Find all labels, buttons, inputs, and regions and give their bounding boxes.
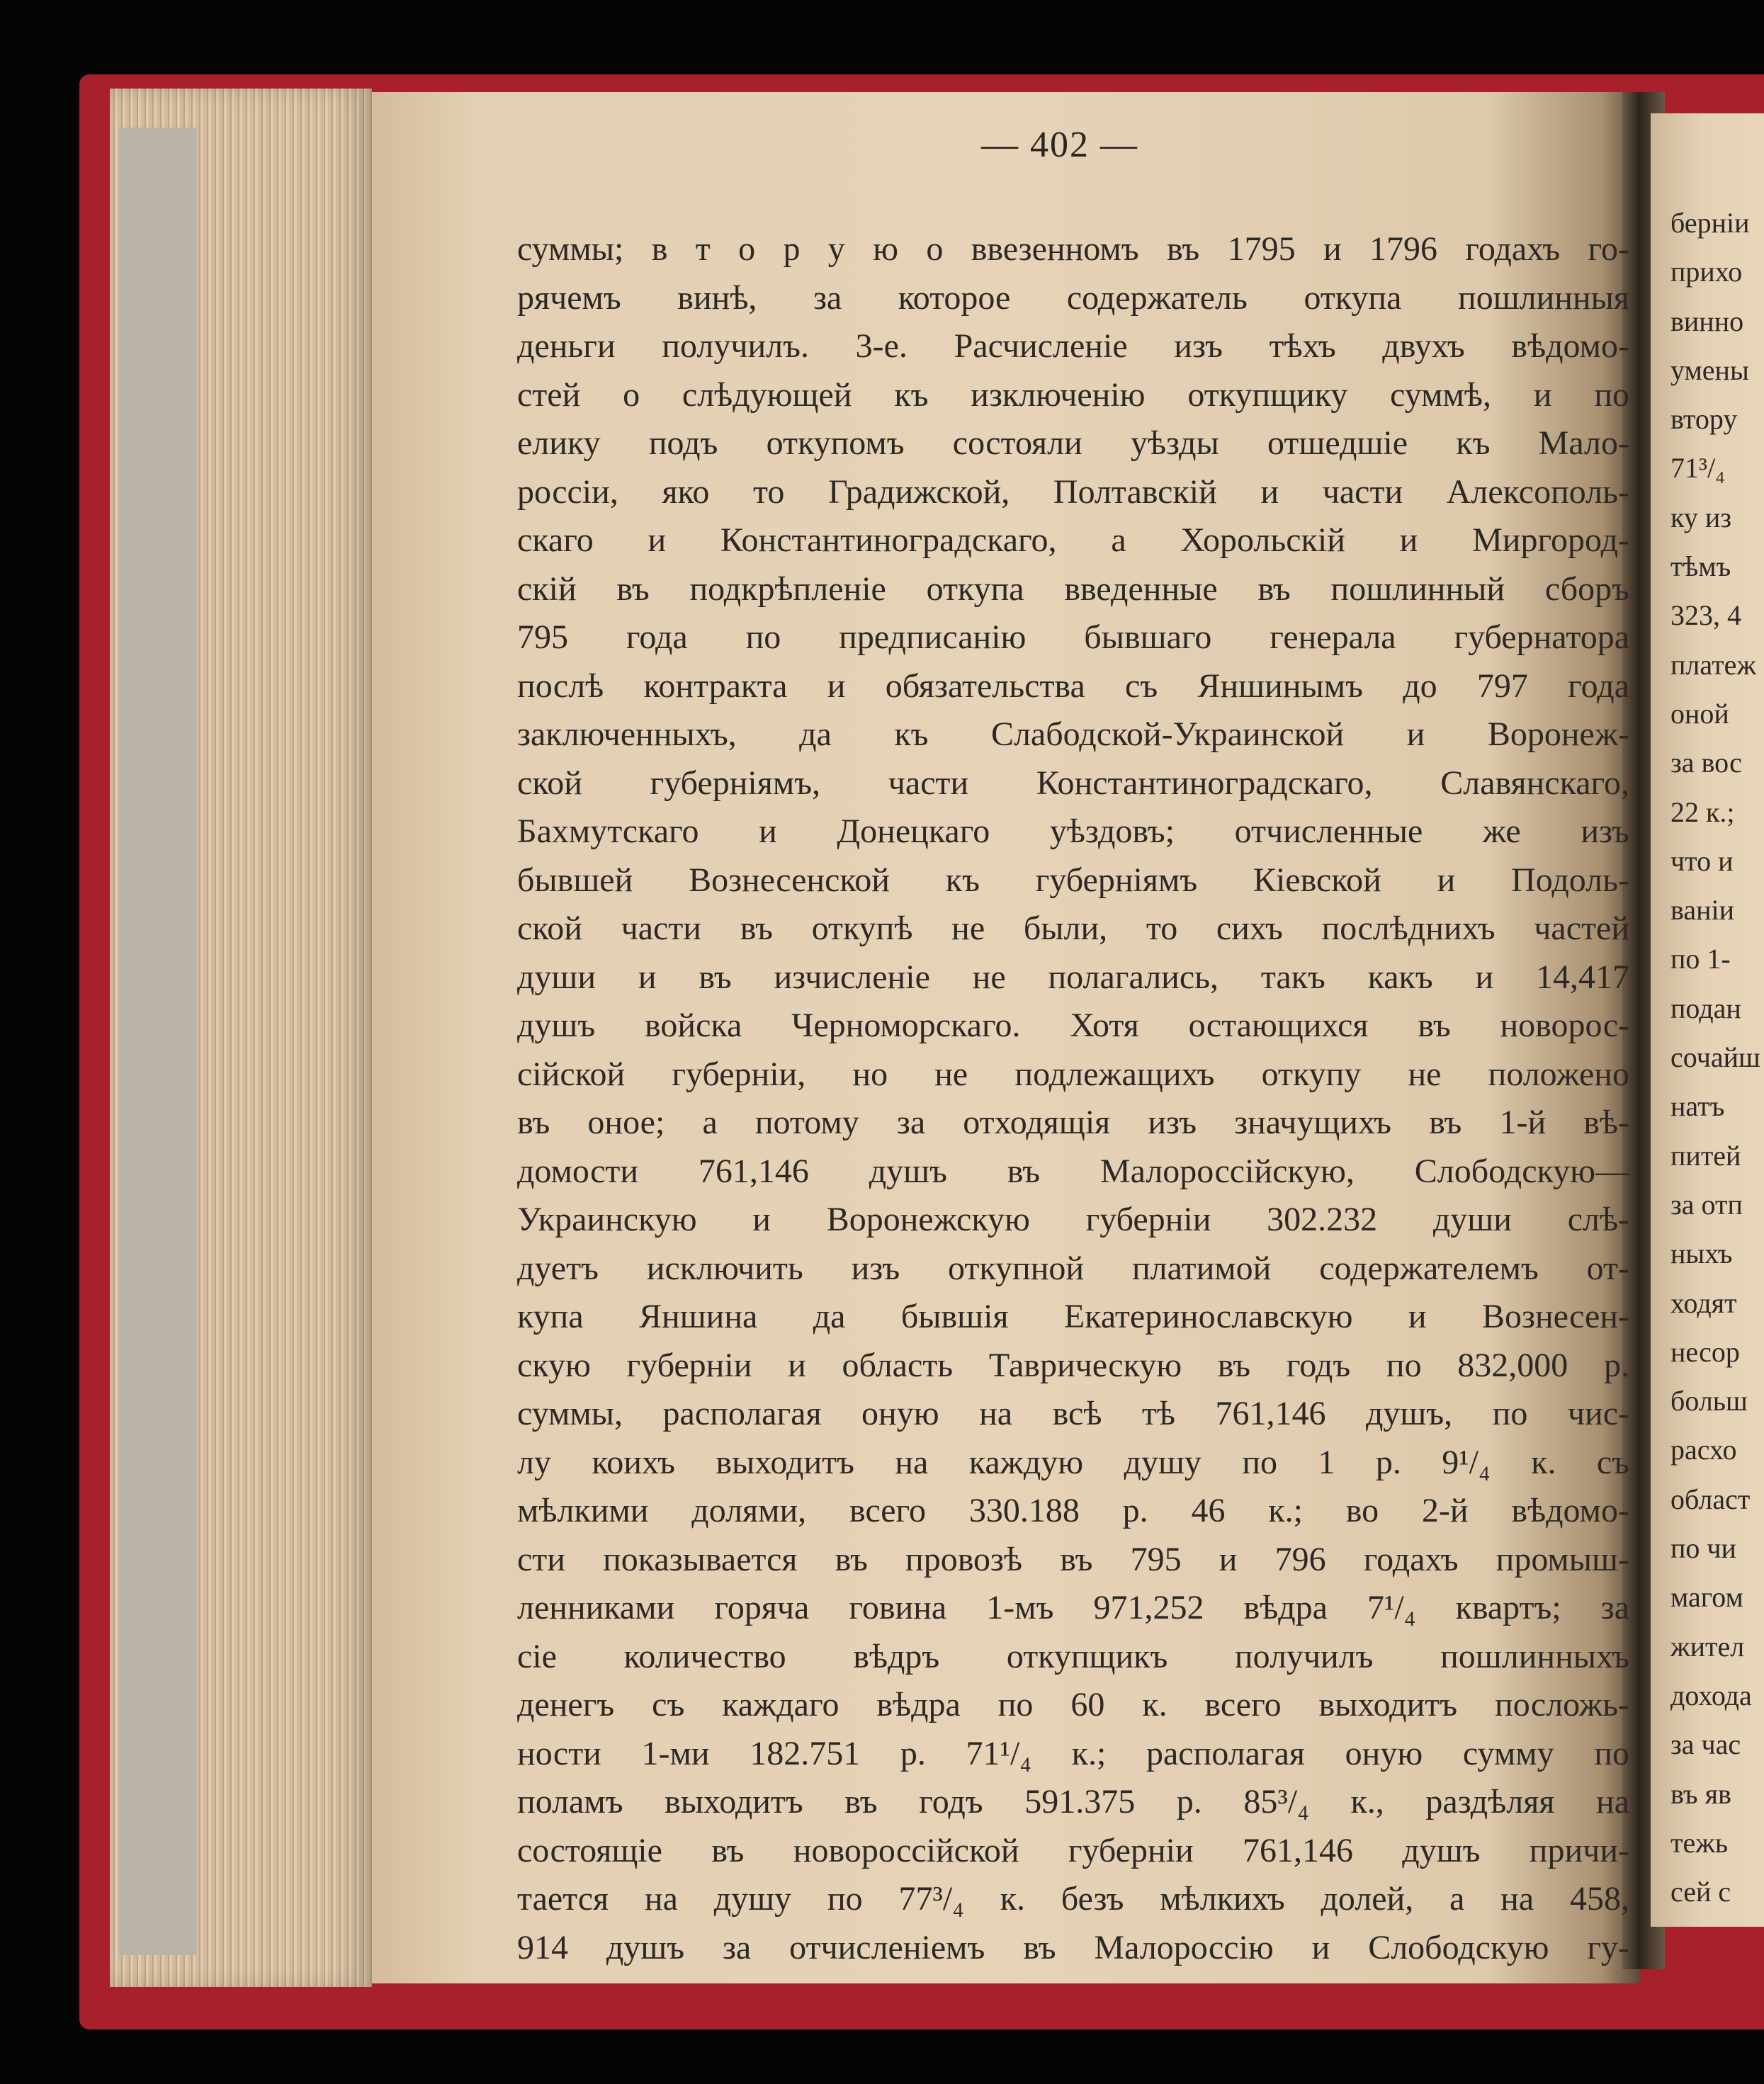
text-line: домости 761,146 душъ въ Малороссійскую, Слободскую— [517,1152,1629,1190]
right-page-line: платеж [1670,648,1756,681]
right-page-line: 323, 4 [1670,599,1741,632]
text-line: 795 года по предписанію бывшаго генерала губернатора [517,618,1629,656]
text-line: ской губерніямъ, части Константиноградскаго, Славянскаго, [517,764,1629,802]
right-page-line: 22 к.; [1670,795,1735,828]
right-page-line: прихо [1670,256,1743,288]
right-page-line: тежь [1670,1826,1729,1859]
right-page-line: сей с [1670,1876,1731,1908]
right-page-line: жител [1670,1630,1745,1663]
right-page-line: питей [1670,1139,1741,1172]
text-line: суммы; в т о р у ю о ввезенномъ въ 1795 и 1796 годахъ го- [517,230,1629,268]
text-line: скую губерніи и область Таврическую въ годъ по 832,000 р. [517,1346,1629,1384]
right-page-line: умены [1670,353,1749,386]
text-line: души и въ изчисленіе не полагались, такъ какъ и 14,417 [517,958,1629,996]
text-line: суммы, располагая оную на всѣ тѣ 761,146 душъ, по чис- [517,1395,1629,1432]
text-line: рячемъ винѣ, за которое содержатель откупа пошлинныя [517,278,1629,317]
right-page-line: дохода [1670,1679,1752,1711]
text-line: денегъ съ каждаго вѣдра по 60 к. всего выходитъ посложь- [517,1686,1629,1723]
right-page-line: ку из [1670,501,1732,533]
text-line: мѣлкими долями, всего 330.188 р. 46 к.; во 2-й вѣдомо- [517,1492,1629,1529]
right-page-line: оной [1670,697,1729,730]
text-line: дуетъ исключить изъ откупной платимой содержателемъ от- [517,1249,1629,1287]
page-number: — 402 — [981,125,1138,165]
text-line: ности 1-ми 182.751 р. 71¹/₄ к.; располагая оную сумму по [517,1734,1629,1772]
text-line: въ оное; а потому за отходящія изъ значущихъ въ 1-й вѣ- [517,1104,1629,1141]
text-line: поламъ выходитъ въ годъ 591.375 р. 85³/₄ к., раздѣляя на [517,1783,1629,1820]
right-page-line: подан [1670,992,1741,1024]
text-line: сіе количество вѣдръ откупщикъ получилъ пошлинныхъ [517,1637,1629,1675]
text-line: деньги получилъ. 3-е. Расчисленіе изъ тѣхъ двухъ вѣдомо- [517,327,1629,365]
right-page [1651,113,1764,1927]
right-page-line: ваніи [1670,894,1735,927]
right-page-line: област [1670,1483,1751,1515]
right-page-line: больш [1670,1385,1748,1417]
right-page-line: за час [1670,1728,1741,1761]
right-page-line: по 1- [1670,943,1731,975]
right-page-line: магом [1670,1581,1743,1614]
right-page-line: расхо [1670,1434,1737,1466]
endpaper [119,128,197,1955]
right-page-line: по чи [1670,1532,1736,1565]
text-line: ской части въ откупѣ не были, то сихъ послѣднихъ частей [517,910,1629,947]
right-page-line: ходят [1670,1286,1737,1319]
right-page-line: натъ [1670,1090,1725,1123]
text-line: лу коихъ выходитъ на каждую душу по 1 р. 9¹/₄ к. съ [517,1443,1629,1481]
page-body-text [517,225,1629,1972]
text-line: стей о слѣдующей къ изключенію откупщику суммѣ, и по [517,375,1629,414]
text-line: Бахмутскаго и Донецкаго уѣздовъ; отчисленные же изъ [517,812,1629,850]
text-line: душъ войска Черноморскаго. Хотя остающихся въ новорос- [517,1007,1629,1044]
right-page-line: за отп [1670,1188,1743,1221]
text-line: сти показывается въ провозѣ въ 795 и 796 годахъ промыш- [517,1540,1629,1578]
text-line: купа Яншина да бывшія Екатеринославскую и Вознесен- [517,1298,1629,1335]
right-page-line: ныхъ [1670,1238,1733,1270]
text-line: заключенныхъ, да къ Слабодской-Украинской и Воронеж- [517,715,1629,753]
text-line: россіи, яко то Градижской, Полтавскій и части Алексополь- [517,472,1629,511]
right-page-line: тѣмъ [1670,550,1731,583]
text-line: бывшей Вознесенской къ губерніямъ Кіевской и Подоль- [517,861,1629,899]
text-line: ленниками горяча говина 1-мъ 971,252 вѣдра 7¹/₄ квартъ; за [517,1589,1629,1626]
right-page-line: за вос [1670,747,1742,779]
text-line: скаго и Константиноградскаго, а Хорольскій и Миргород- [517,521,1629,559]
right-page-line: берніи [1670,207,1750,239]
right-page-text [1651,198,1764,1916]
text-line: скій въ подкрѣпленіе откупа введенные въ пошлинный сборъ [517,570,1629,608]
right-page-line: сочайш [1670,1041,1760,1074]
text-line: елику подъ откупомъ состояли уѣзды отшедшіе къ Мало- [517,424,1629,462]
right-page-line: что и [1670,844,1734,877]
right-page-line: несор [1670,1335,1740,1368]
right-page-line: втору [1670,403,1738,436]
text-line: 914 душъ за отчисленіемъ въ Малороссію и Слободскую гу- [517,1928,1629,1966]
right-page-line: винно [1670,305,1744,337]
right-page-line: 71³/₄ [1670,452,1726,485]
text-line: Украинскую и Воронежскую губерніи 302.232 души слѣ- [517,1201,1629,1238]
text-line: сійской губерніи, но не подлежащихъ откупу не положено [517,1055,1629,1093]
text-line: тается на душу по 77³/₄ к. безъ мѣлкихъ долей, а на 458, [517,1880,1629,1918]
text-line: послѣ контракта и обязательства съ Яншинымъ до 797 года [517,667,1629,705]
text-line: состоящіе въ новороссійской губерніи 761,146 душъ причи- [517,1831,1629,1869]
right-page-line: въ яв [1670,1777,1731,1810]
